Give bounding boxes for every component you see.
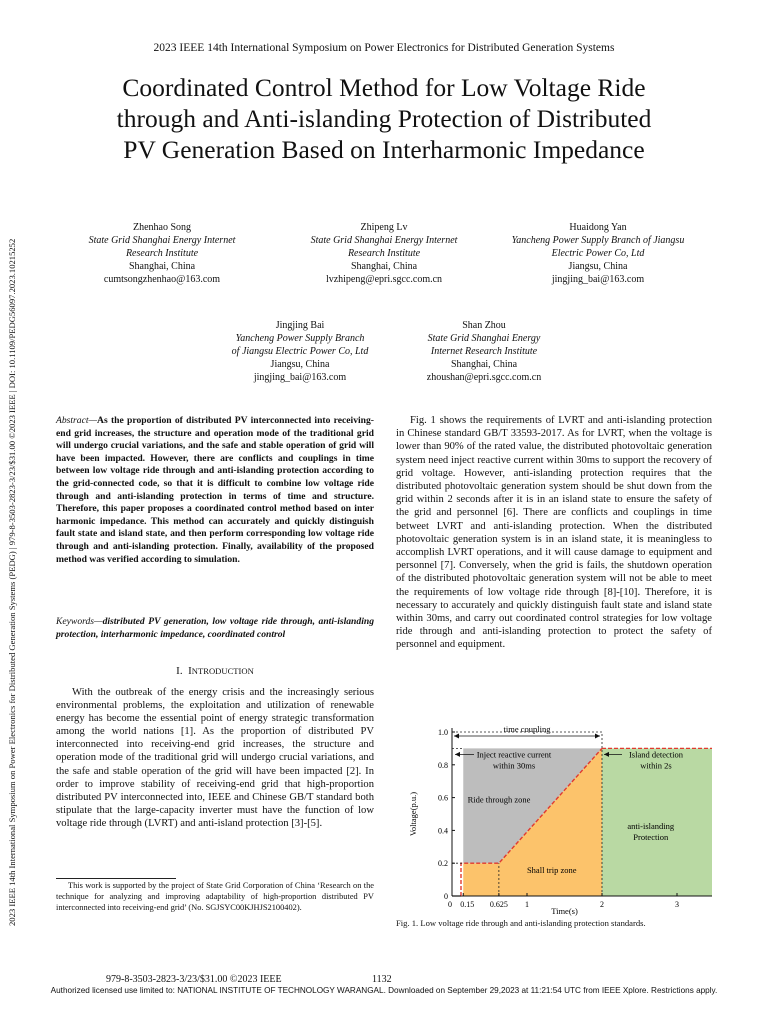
introduction-paragraph: With the outbreak of the energy crisis and the increasingly serious environmental problems, the exploitation and utilization of renewable energy has become the essential point of energy strategic transformation among the world nations [1]. As the proportion of distributed PV interconnected into receiving-end grid increases, the structure and operation mode of the traditional grid will undergo crucial variations, and the safe and stable operation of the grid will have been impacted [2]. In order to improve stability of receiving-end grid that high-proportion distributed PV interconnected into, IEEE and Chinese GB/T standard both stipulate that the large-capacity inverter must have the function of low voltage ride through (LVRT) and anti-island protection [3]-[5]. (56, 687, 374, 829)
abstract (56, 415, 374, 566)
author-block (284, 221, 484, 286)
author-email[interactable]: cumtsongzhenhao@163.com (103, 274, 221, 285)
y-tick-label: 0.4 (438, 826, 448, 836)
author-block (62, 221, 262, 286)
isbn-line: 979-8-3503-2823-3/23/$31.00 ©2023 IEEE (106, 974, 282, 985)
inject-label-line2: within 30ms (492, 760, 536, 771)
author-email[interactable]: jingjing_bai@163.com (253, 372, 347, 383)
author-name: Shan Zhou (462, 320, 506, 331)
title-line-1: Coordinated Control Method for Low Voltage Ride (122, 73, 646, 102)
y-axis-label: Voltage(p.u.) (408, 791, 418, 837)
author-block (212, 319, 388, 384)
keywords (56, 616, 374, 641)
arrow-head-right (595, 734, 600, 739)
license-notice: Authorized licensed use limited to: NATIONAL INSTITUTE OF TECHNOLOGY WARANGAL. Downloaded on September 29,2023 at 11:21:54 UTC from IEEE Xplore. Restrictions apply. (50, 986, 718, 995)
author-location: Shanghai, China (350, 261, 418, 272)
author-location: Jiangsu, China (568, 261, 628, 272)
author-location: Jiangsu, China (270, 359, 330, 370)
anti-islanding-label-line1: anti-islanding (627, 820, 675, 831)
y-tick-label: 0.6 (438, 793, 448, 803)
arrow-head-left (454, 734, 459, 739)
author-email[interactable]: lvzhipeng@epri.sgcc.com.cn (325, 274, 443, 285)
page-number: 1132 (372, 974, 392, 985)
keywords-lead: Keywords— (56, 616, 103, 627)
section-heading: I. INTRODUCTION (176, 665, 254, 677)
abstract-text: As the proportion of distributed PV interconnected into receiving-end grid increases, the structure and operation mode of the traditional grid will undergo crucial variations, and the safe and stable operation of grid will have been impacted. However, there are conflicts and couplings in time between low voltage ride through and anti-islanding protection according to the grid-connected code, so that it is difficult to combine low voltage ride through and anti-islanding protection in terms of time and structure. Therefore, this paper proposes a coordinated control method based on inter harmonic impedance. This method can accurately and quickly distinguish fault state and island state, and then perform corresponding low voltage ride through and anti-islanding protection. Finally, availability of the proposed method was verified according to simulation. (56, 415, 374, 565)
time-coupling-label: time coupling (503, 724, 551, 734)
y-tick-label: 0.8 (438, 760, 448, 770)
y-tick-label: 0 (444, 892, 448, 901)
author-affiliation: State Grid Shanghai Energy Internet (88, 235, 236, 246)
author-affiliation: Electric Power Co, Ltd (551, 248, 645, 259)
author-affiliation: Research Institute (125, 248, 199, 259)
y-tick-label: 0.2 (438, 859, 448, 869)
author-affiliation: of Jiangsu Electric Power Co, Ltd (231, 346, 369, 357)
ride-through-label: Ride through zone (467, 794, 531, 805)
footnote: This work is supported by the project of State Grid Corporation of China ‘Research on the technique for analyzing and improving adaptability of high-proportion distributed PV interconnected into receiving-end grid’ (No. SGJSYC00KJHJS2100402). (56, 881, 374, 912)
author-affiliation: Yancheng Power Supply Branch of Jiangsu (511, 235, 685, 246)
right-column-paragraph: Fig. 1 shows the requirements of LVRT and anti-islanding protection in Chinese standard GB/T 33593-2017. As for LVRT, when the voltage is lower than 90% of the rated value, the distributed photovoltaic generation system need inject reactive current within 30ms to support the recovery of grid voltage. However, anti-islanding protection requires that the distributed photovoltaic generation system should be shut down from the grid within 2 seconds after it is in an island state to ensure the safety of the grid and personnel [6]. There are conflicts and couplings in time betweet LVRT and anti-islanding protection. When the distributed photovoltaic generation system is in an island state, it is meaningless to accomplish LVRT operations, and it will cause damage to equipment and personnel [7]. Conversely, when the grid is fails, the shutdown operation of the distributed photovoltaic generation system will not be able to meet the requirements of low voltage ride through [8]-[10]. Therefore, it is necessary to accurately and quickly distinguish fault state and island state within 30ms, and carry out coordinated control strategies for low voltage ride through and anti-islanding protection to protect the safety of personnel and equipment. (396, 415, 712, 651)
author-affiliation: Research Institute (347, 248, 421, 259)
author-name: Zhenhao Song (132, 222, 192, 233)
island-label-line2: within 2s (640, 760, 672, 771)
author-email[interactable]: zhoushan@epri.sgcc.com.cn (426, 372, 542, 383)
title-line-3: PV Generation Based on Interharmonic Impedance (123, 135, 645, 164)
author-name: Jingjing Bai (275, 320, 325, 331)
inject-arrow-head (455, 752, 460, 757)
author-affiliation: Internet Research Institute (430, 346, 538, 357)
author-name: Zhipeng Lv (360, 222, 408, 233)
x-tick-label: 2 (600, 900, 604, 909)
author-location: Shanghai, China (128, 261, 196, 272)
conference-header: 2023 IEEE 14th International Symposium on Power Electronics for Distributed Generation Systems (153, 42, 615, 54)
author-block (396, 319, 572, 384)
y-tick-label: 1.0 (438, 728, 448, 737)
side-doi-note: 2023 IEEE 14th International Symposium on Power Electronics for Distributed Generation Systems (PEDG) | 979-8-3503-2823-3/23/$31.00 ©2023 IEEE | DOI: 10.1109/PEDG56097.2023.10215252 (7, 238, 17, 926)
footnote-divider (56, 878, 176, 879)
author-affiliation: State Grid Shanghai Energy Internet (310, 235, 458, 246)
author-affiliation: Yancheng Power Supply Branch (235, 333, 365, 344)
abstract-lead: Abstract— (56, 415, 98, 426)
title-line-2: through and Anti-islanding Protection of Distributed (116, 104, 652, 133)
x-tick-label: 0.15 (460, 900, 475, 909)
x-tick-label: 1 (525, 900, 529, 909)
x-tick-label: 0.625 (489, 900, 508, 909)
x-tick-label: 0 (448, 900, 452, 909)
author-name: Huaidong Yan (569, 222, 627, 233)
x-tick-label: 3 (675, 900, 679, 909)
figure-caption: Fig. 1. Low voltage ride through and anti-islanding protection standards. (396, 918, 646, 928)
figure-1-chart (396, 718, 712, 916)
x-axis-label: Time(s) (551, 906, 578, 916)
island-label-line1: Island detection (628, 749, 684, 760)
inject-label-line1: Inject reactive current (476, 749, 552, 760)
keywords-text: distributed PV generation, low voltage ride through, anti-islanding protection, interharmonic impedance, coordinated control (56, 616, 374, 640)
anti-islanding-label-line2: Protection (633, 831, 669, 842)
author-location: Shanghai, China (450, 359, 518, 370)
author-affiliation: State Grid Shanghai Energy (427, 333, 541, 344)
author-email[interactable]: jingjing_bai@163.com (551, 274, 645, 285)
paper-title (40, 72, 728, 165)
trip-zone-label: Shall trip zone (526, 865, 577, 876)
author-block (490, 221, 706, 286)
